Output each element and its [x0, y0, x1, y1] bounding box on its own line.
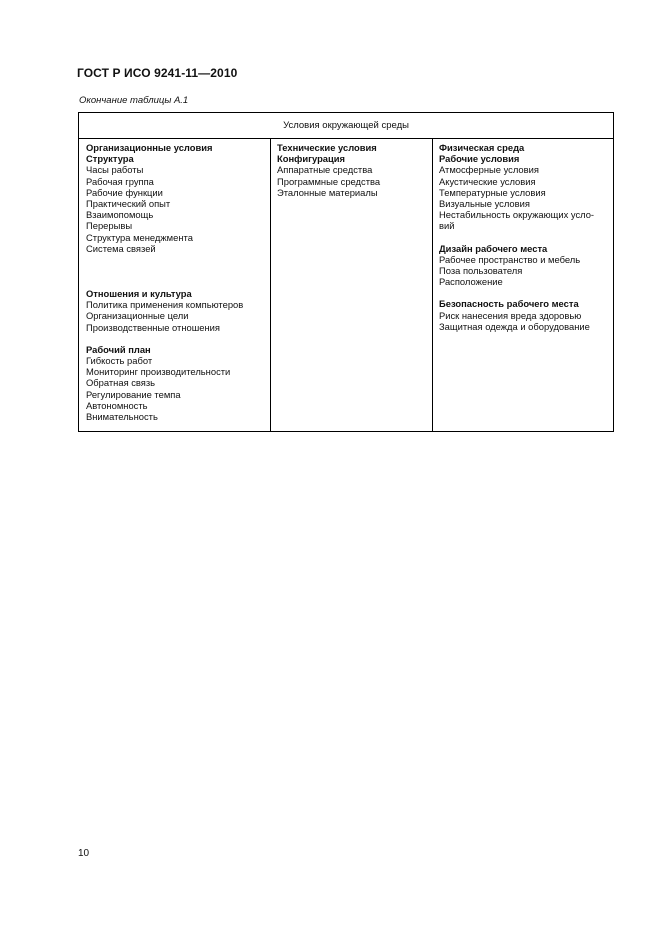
list-item: Поза пользователя — [439, 265, 523, 277]
list-item: Акустические условия — [439, 175, 536, 187]
list-item: Перерывы — [86, 220, 133, 232]
list-item: Структура менеджмента — [86, 231, 193, 243]
item-list — [439, 310, 608, 332]
item-list — [439, 164, 608, 231]
list-item: Практический опыт — [86, 198, 171, 210]
column-organizational — [79, 139, 271, 431]
list-item: Расположение — [439, 276, 503, 288]
list-item: Рабочая группа — [86, 175, 154, 187]
item-list — [86, 164, 270, 254]
group-title: Физическая среда — [439, 142, 525, 153]
group-title: Безопасность рабочего места — [439, 298, 579, 310]
group-subtitle: Рабочие условия — [439, 153, 520, 165]
list-item: Гибкость работ — [86, 355, 153, 367]
group-title: Отношения и культура — [86, 288, 192, 300]
list-item: Программные средства — [277, 175, 381, 187]
list-item: Внимательность — [86, 411, 158, 423]
list-item: Автономность — [86, 399, 148, 411]
list-item: Аппаратные средства — [277, 164, 373, 176]
item-list — [86, 299, 270, 333]
page-number: 10 — [78, 848, 90, 859]
table-header: Условия окружающей среды — [79, 113, 613, 139]
list-item: Часы работы — [86, 164, 144, 176]
document-title: ГОСТ Р ИСО 9241-11—2010 — [77, 66, 238, 80]
list-item: Риск нанесения вреда здоровью — [439, 309, 582, 321]
list-item: Мониторинг производительности — [86, 366, 231, 378]
group-title: Технические условия — [277, 142, 377, 153]
list-item: Система связей — [86, 242, 156, 254]
group-subtitle: Структура — [86, 153, 134, 165]
list-item: Визуальные условия — [439, 198, 530, 210]
column-physical — [433, 139, 614, 431]
list-item: Нестабильность окружающих усло- — [439, 209, 595, 221]
list-item: Регулирование темпа — [86, 388, 181, 400]
group-title: Дизайн рабочего места — [439, 242, 548, 254]
list-item: Эталонные материалы — [277, 186, 378, 198]
list-item: Обратная связь — [86, 377, 156, 389]
item-list — [86, 355, 270, 422]
item-list — [439, 254, 608, 288]
column-technical — [271, 139, 433, 431]
list-item: Организационные цели — [86, 310, 189, 322]
list-item: Защитная одежда и оборудование — [439, 320, 590, 332]
list-item: Взаимопомощь — [86, 209, 154, 221]
list-item: Рабочие функции — [86, 186, 163, 198]
list-item: вий — [439, 220, 455, 232]
item-list — [277, 164, 432, 198]
group-subtitle: Конфигурация — [277, 153, 346, 165]
list-item: Рабочее пространство и мебель — [439, 253, 581, 265]
list-item: Производственные отношения — [86, 321, 220, 333]
group-title: Рабочий план — [86, 343, 151, 355]
list-item: Температурные условия — [439, 186, 546, 198]
list-item: Политика применения компьютеров — [86, 299, 244, 311]
group-title: Организационные условия — [86, 142, 213, 153]
list-item: Атмосферные условия — [439, 164, 539, 176]
table-caption: Окончание таблицы А.1 — [79, 95, 189, 106]
conditions-table — [78, 112, 614, 432]
